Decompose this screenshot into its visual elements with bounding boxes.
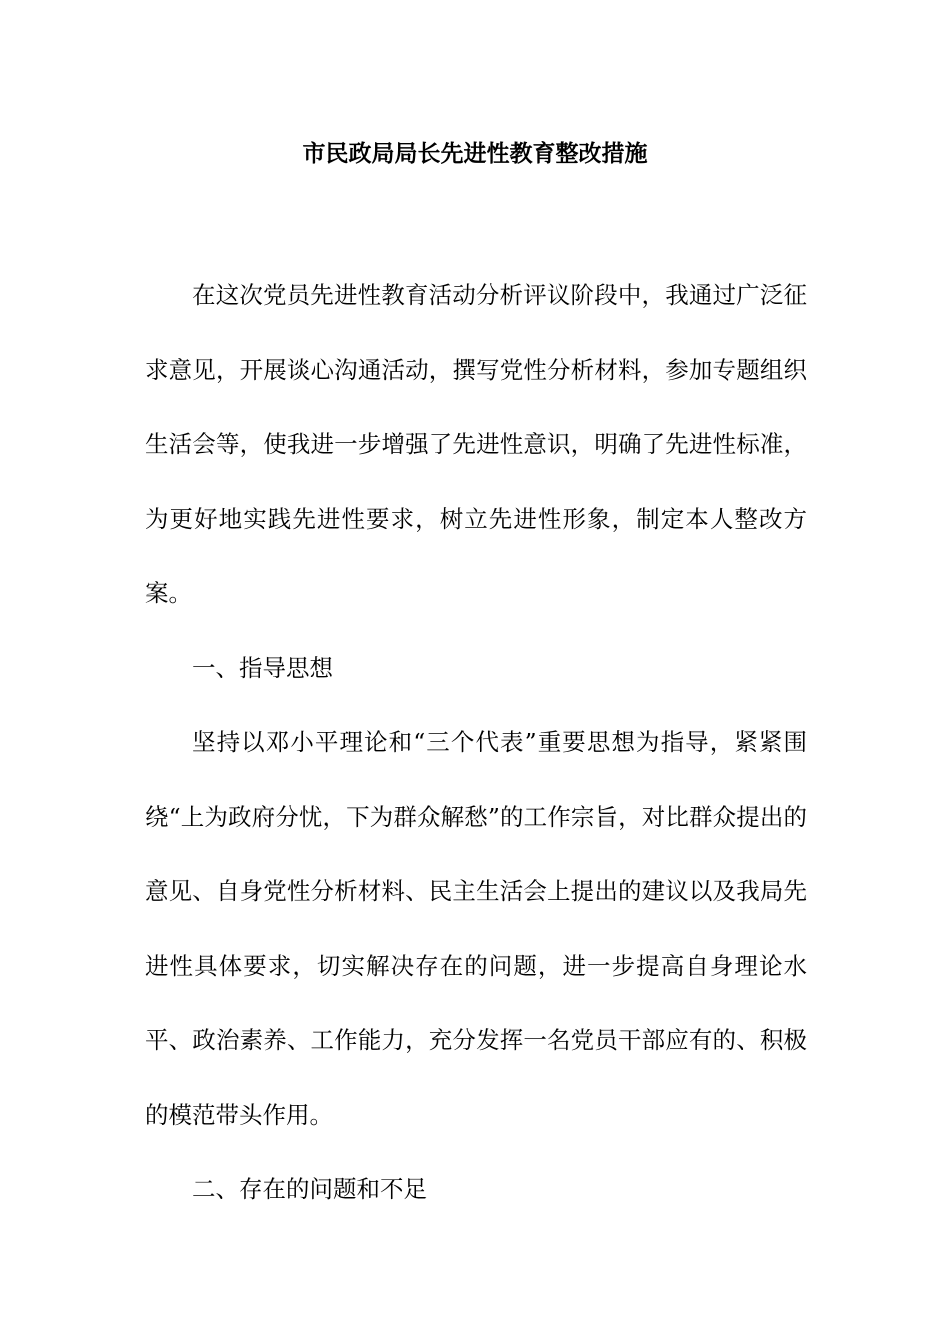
guiding-ideology-paragraph: 坚持以邓小平理论和“三个代表”重要思想为指导，紧紧围绕“上为政府分忧，下为群众解愁”的工作宗旨，对比群众提出的意见、自身党性分析材料、民主生活会上提出的建议以及我局先进性具体要求，切实解决存在的问题，进一步提高自身理论水平、政治素养、工作能力，充分发挥一名党员干部应有的、积极的模范带头作用。 bbox=[145, 728, 807, 1129]
intro-paragraph: 在这次党员先进性教育活动分析评议阶段中，我通过广泛征求意见，开展谈心沟通活动，撰写党性分析材料，参加专题组织生活会等，使我进一步增强了先进性意识，明确了先进性标准，为更好地实践先进性要求，树立先进性形象，制定本人整改方案。 bbox=[145, 281, 807, 607]
document-body bbox=[145, 258, 807, 1227]
section-heading-problems: 二、存在的问题和不足 bbox=[192, 1175, 427, 1203]
section-heading-guiding-ideology: 一、指导思想 bbox=[192, 653, 333, 682]
document-title: 市民政局局长先进性教育整改措施 bbox=[302, 140, 648, 167]
